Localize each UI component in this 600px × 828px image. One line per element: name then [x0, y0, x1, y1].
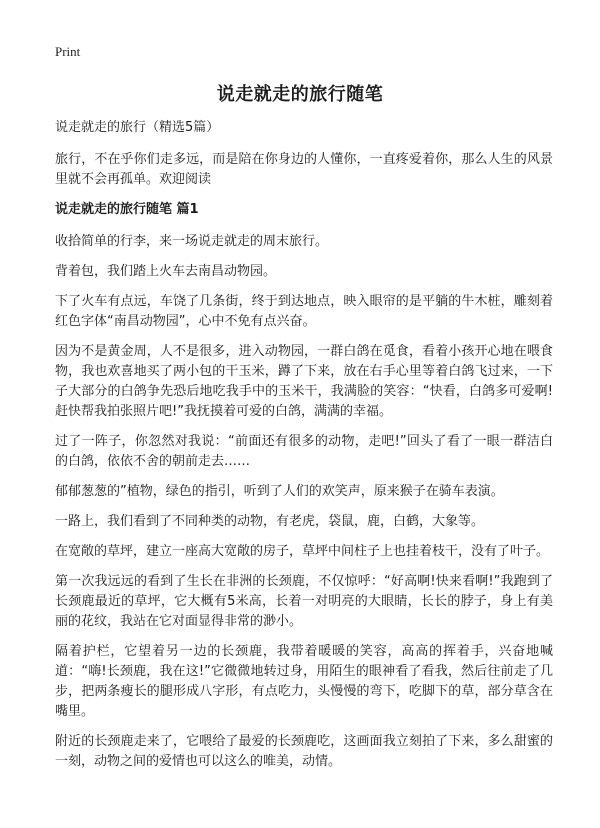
paragraph: 因为不是黄金周，人不是很多，进入动物园，一群白鸽在觅食，看着小孩开心地在喂食物，我也欢喜地买了两小包的干玉米，蹲了下来，放在右手心里等着白鸽飞过来，一下子大部分的白鸽争先恐后地吃我手中的玉米干，我满脸的笑容：“快看，白鸽多可爱啊!赶快帮我拍张照片吧!”我抚摸着可爱的白鸽，满满的幸福。: [55, 344, 553, 419]
paragraph: 过了一阵子，你忽然对我说：“前面还有很多的动物，走吧!”回头了看了一眼一群洁白的白鸽，依依不舍的朝前走去……: [55, 434, 553, 469]
paragraph: 郁郁葱葱的”植物，绿色的指引，听到了人们的欢笑声，原来猴子在骑车表演。: [55, 484, 504, 499]
section-heading: 说走就走的旅行随笔 篇1: [55, 202, 199, 217]
paragraph: 一路上，我们看到了不同种类的动物，有老虎，袋鼠，鹿，白鹤，大象等。: [55, 514, 485, 529]
print-label[interactable]: Print: [55, 44, 81, 59]
page-title: 说走就走的旅行随笔: [216, 84, 384, 105]
article-body: [55, 118, 553, 782]
paragraph: 第一次我远远的看到了生长在非洲的长颈鹿，不仅惊呼：“好高啊!快来看啊!”我跑到了长颈鹿最近的草坪，它大概有5米高，长着一对明亮的大眼睛，长长的脖子，身上有美丽的花纹，我站在它对面显得非常的渺小。: [55, 574, 553, 629]
paragraph: 附近的长颈鹿走来了，它喂给了最爱的长颈鹿吃，这画面我立刻拍了下来，多么甜蜜的一刻，动物之间的爱情也可以这么的唯美，动情。: [55, 734, 553, 769]
intro-paragraph: 旅行，不在乎你们走多远，而是陪在你身边的人懂你，一直疼爱着你，那么人生的风景里就不会再孤单。欢迎阅读: [55, 152, 553, 187]
paragraph: 收拾简单的行李，来一场说走就走的周末旅行。: [55, 234, 329, 249]
paragraph: 背着包，我们踏上火车去南昌动物园。: [55, 264, 277, 279]
paragraph: 在宽敞的草坪，建立一座高大宽敞的房子，草坪中间柱子上也挂着枝干，没有了叶子。: [55, 544, 550, 559]
paragraph: 下了火车有点远，车饶了几条街，终于到达地点，映入眼帘的是平躺的牛木桩，雕刻着红色字体“南昌动物园”，心中不免有点兴奋。: [55, 294, 553, 329]
subtitle: 说走就走的旅行（精选5篇）: [55, 120, 220, 135]
paragraph: 隔着护栏，它望着另一边的长颈鹿，我带着暖暖的笑容，高高的挥着手，兴奋地喊道：“嗨!长颈鹿，我在这!”它微微地转过身，用陌生的眼神看了看我，然后往前走了几步，把两条瘦长的腿形成八字形，有点吃力，头慢慢的弯下，吃脚下的草，部分草含在嘴里。: [55, 644, 553, 719]
